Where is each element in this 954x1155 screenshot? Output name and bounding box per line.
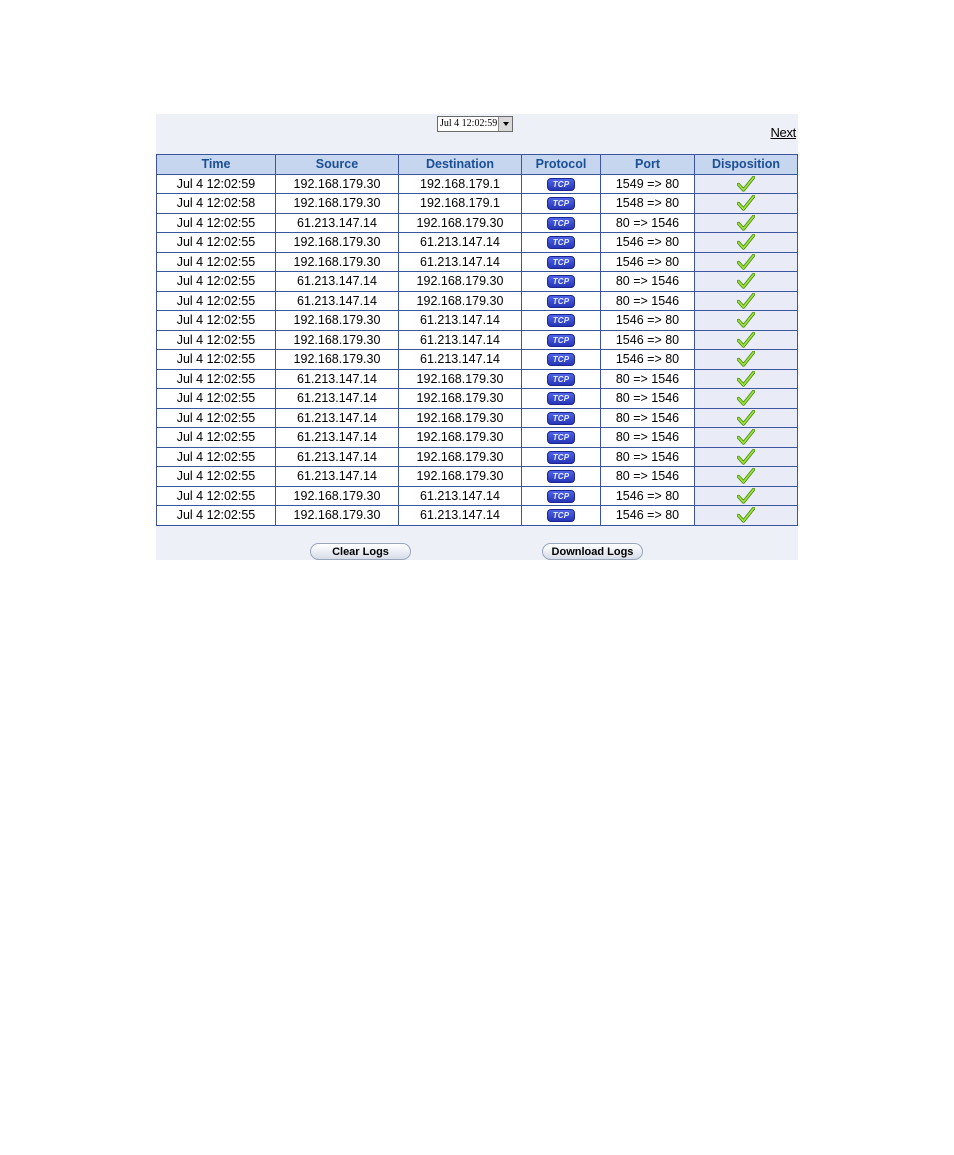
cell-disposition bbox=[695, 272, 798, 292]
tcp-badge-icon: TCP bbox=[547, 412, 575, 425]
cell-time: Jul 4 12:02:55 bbox=[157, 369, 276, 389]
table-row bbox=[157, 330, 798, 350]
cell-port: 1546 => 80 bbox=[601, 233, 695, 253]
cell-port: 80 => 1546 bbox=[601, 272, 695, 292]
cell-source: 192.168.179.30 bbox=[276, 350, 399, 370]
cell-destination: 192.168.179.30 bbox=[399, 467, 522, 487]
cell-destination: 192.168.179.30 bbox=[399, 408, 522, 428]
cell-disposition bbox=[695, 194, 798, 214]
cell-time: Jul 4 12:02:55 bbox=[157, 467, 276, 487]
cell-port: 80 => 1546 bbox=[601, 213, 695, 233]
cell-protocol bbox=[522, 330, 601, 350]
cell-time: Jul 4 12:02:55 bbox=[157, 350, 276, 370]
cell-destination: 192.168.179.30 bbox=[399, 369, 522, 389]
cell-protocol bbox=[522, 174, 601, 194]
column-header-disposition: Disposition bbox=[695, 155, 798, 175]
tcp-badge-icon: TCP bbox=[547, 334, 575, 347]
cell-port: 80 => 1546 bbox=[601, 467, 695, 487]
cell-time: Jul 4 12:02:55 bbox=[157, 447, 276, 467]
cell-protocol bbox=[522, 408, 601, 428]
tcp-badge-icon: TCP bbox=[547, 178, 575, 191]
cell-source: 192.168.179.30 bbox=[276, 330, 399, 350]
cell-protocol bbox=[522, 506, 601, 526]
table-row bbox=[157, 447, 798, 467]
cell-port: 1546 => 80 bbox=[601, 506, 695, 526]
cell-source: 61.213.147.14 bbox=[276, 291, 399, 311]
check-icon bbox=[737, 391, 755, 405]
tcp-badge-icon: TCP bbox=[547, 470, 575, 483]
cell-time: Jul 4 12:02:55 bbox=[157, 252, 276, 272]
cell-disposition bbox=[695, 486, 798, 506]
tcp-badge-icon: TCP bbox=[547, 314, 575, 327]
cell-time: Jul 4 12:02:55 bbox=[157, 506, 276, 526]
table-row bbox=[157, 506, 798, 526]
check-icon bbox=[737, 293, 755, 307]
table-row bbox=[157, 272, 798, 292]
cell-protocol bbox=[522, 291, 601, 311]
cell-protocol bbox=[522, 311, 601, 331]
cell-time: Jul 4 12:02:58 bbox=[157, 194, 276, 214]
cell-destination: 192.168.179.30 bbox=[399, 447, 522, 467]
column-header-destination: Destination bbox=[399, 155, 522, 175]
check-icon bbox=[737, 274, 755, 288]
cell-protocol bbox=[522, 213, 601, 233]
cell-disposition bbox=[695, 213, 798, 233]
cell-port: 80 => 1546 bbox=[601, 291, 695, 311]
cell-port: 1546 => 80 bbox=[601, 350, 695, 370]
column-header-protocol: Protocol bbox=[522, 155, 601, 175]
cell-destination: 192.168.179.30 bbox=[399, 272, 522, 292]
check-icon bbox=[737, 215, 755, 229]
cell-port: 80 => 1546 bbox=[601, 428, 695, 448]
check-icon bbox=[737, 332, 755, 346]
cell-destination: 61.213.147.14 bbox=[399, 233, 522, 253]
cell-time: Jul 4 12:02:55 bbox=[157, 389, 276, 409]
cell-disposition bbox=[695, 467, 798, 487]
cell-time: Jul 4 12:02:55 bbox=[157, 330, 276, 350]
check-icon bbox=[737, 371, 755, 385]
cell-protocol bbox=[522, 252, 601, 272]
cell-destination: 192.168.179.30 bbox=[399, 389, 522, 409]
column-header-source: Source bbox=[276, 155, 399, 175]
cell-disposition bbox=[695, 233, 798, 253]
cell-destination: 192.168.179.30 bbox=[399, 428, 522, 448]
table-row bbox=[157, 311, 798, 331]
cell-source: 192.168.179.30 bbox=[276, 233, 399, 253]
cell-port: 80 => 1546 bbox=[601, 408, 695, 428]
cell-source: 192.168.179.30 bbox=[276, 486, 399, 506]
cell-protocol bbox=[522, 272, 601, 292]
tcp-badge-icon: TCP bbox=[547, 295, 575, 308]
table-row bbox=[157, 350, 798, 370]
cell-time: Jul 4 12:02:59 bbox=[157, 174, 276, 194]
cell-disposition bbox=[695, 252, 798, 272]
table-row bbox=[157, 233, 798, 253]
cell-disposition bbox=[695, 428, 798, 448]
cell-port: 1549 => 80 bbox=[601, 174, 695, 194]
table-row bbox=[157, 213, 798, 233]
cell-disposition bbox=[695, 369, 798, 389]
cell-disposition bbox=[695, 506, 798, 526]
check-icon bbox=[737, 235, 755, 249]
cell-protocol bbox=[522, 389, 601, 409]
cell-source: 192.168.179.30 bbox=[276, 506, 399, 526]
dropdown-arrow-icon[interactable] bbox=[498, 117, 512, 131]
cell-protocol bbox=[522, 233, 601, 253]
cell-source: 61.213.147.14 bbox=[276, 213, 399, 233]
cell-disposition bbox=[695, 389, 798, 409]
table-row bbox=[157, 486, 798, 506]
cell-destination: 192.168.179.1 bbox=[399, 194, 522, 214]
cell-time: Jul 4 12:02:55 bbox=[157, 272, 276, 292]
cell-disposition bbox=[695, 408, 798, 428]
download-logs-button[interactable]: Download Logs bbox=[542, 543, 643, 560]
cell-time: Jul 4 12:02:55 bbox=[157, 408, 276, 428]
check-icon bbox=[737, 254, 755, 268]
cell-port: 1548 => 80 bbox=[601, 194, 695, 214]
time-select[interactable] bbox=[437, 116, 513, 132]
cell-time: Jul 4 12:02:55 bbox=[157, 213, 276, 233]
time-select-value: Jul 4 12:02:59 bbox=[440, 118, 498, 129]
cell-source: 61.213.147.14 bbox=[276, 408, 399, 428]
cell-disposition bbox=[695, 330, 798, 350]
cell-time: Jul 4 12:02:55 bbox=[157, 428, 276, 448]
cell-time: Jul 4 12:02:55 bbox=[157, 291, 276, 311]
clear-logs-button[interactable]: Clear Logs bbox=[310, 543, 411, 560]
check-icon bbox=[737, 352, 755, 366]
cell-source: 192.168.179.30 bbox=[276, 174, 399, 194]
table-row bbox=[157, 467, 798, 487]
check-icon bbox=[737, 313, 755, 327]
check-icon bbox=[737, 430, 755, 444]
cell-protocol bbox=[522, 486, 601, 506]
tcp-badge-icon: TCP bbox=[547, 256, 575, 269]
cell-port: 80 => 1546 bbox=[601, 389, 695, 409]
cell-source: 61.213.147.14 bbox=[276, 272, 399, 292]
cell-port: 80 => 1546 bbox=[601, 447, 695, 467]
tcp-badge-icon: TCP bbox=[547, 509, 575, 522]
check-icon bbox=[737, 488, 755, 502]
cell-destination: 61.213.147.14 bbox=[399, 311, 522, 331]
table-header-row bbox=[157, 155, 798, 175]
cell-destination: 61.213.147.14 bbox=[399, 506, 522, 526]
cell-port: 80 => 1546 bbox=[601, 369, 695, 389]
cell-destination: 61.213.147.14 bbox=[399, 330, 522, 350]
column-header-time: Time bbox=[157, 155, 276, 175]
cell-protocol bbox=[522, 467, 601, 487]
tcp-badge-icon: TCP bbox=[547, 490, 575, 503]
cell-source: 61.213.147.14 bbox=[276, 447, 399, 467]
cell-port: 1546 => 80 bbox=[601, 486, 695, 506]
check-icon bbox=[737, 176, 755, 190]
table-row bbox=[157, 389, 798, 409]
cell-disposition bbox=[695, 174, 798, 194]
tcp-badge-icon: TCP bbox=[547, 236, 575, 249]
cell-disposition bbox=[695, 447, 798, 467]
cell-disposition bbox=[695, 311, 798, 331]
log-table-body bbox=[157, 174, 798, 525]
cell-destination: 61.213.147.14 bbox=[399, 486, 522, 506]
cell-time: Jul 4 12:02:55 bbox=[157, 233, 276, 253]
tcp-badge-icon: TCP bbox=[547, 431, 575, 444]
cell-destination: 61.213.147.14 bbox=[399, 350, 522, 370]
cell-source: 61.213.147.14 bbox=[276, 467, 399, 487]
tcp-badge-icon: TCP bbox=[547, 353, 575, 366]
table-row bbox=[157, 369, 798, 389]
cell-protocol bbox=[522, 447, 601, 467]
cell-destination: 192.168.179.30 bbox=[399, 291, 522, 311]
cell-source: 192.168.179.30 bbox=[276, 194, 399, 214]
log-toolbar bbox=[156, 114, 798, 154]
tcp-badge-icon: TCP bbox=[547, 197, 575, 210]
table-row bbox=[157, 408, 798, 428]
log-panel bbox=[156, 114, 798, 560]
cell-destination: 192.168.179.1 bbox=[399, 174, 522, 194]
cell-source: 192.168.179.30 bbox=[276, 252, 399, 272]
cell-destination: 192.168.179.30 bbox=[399, 213, 522, 233]
cell-port: 1546 => 80 bbox=[601, 252, 695, 272]
tcp-badge-icon: TCP bbox=[547, 451, 575, 464]
cell-time: Jul 4 12:02:55 bbox=[157, 311, 276, 331]
cell-source: 61.213.147.14 bbox=[276, 389, 399, 409]
log-table bbox=[156, 154, 798, 526]
table-row bbox=[157, 291, 798, 311]
check-icon bbox=[737, 410, 755, 424]
tcp-badge-icon: TCP bbox=[547, 373, 575, 386]
cell-source: 192.168.179.30 bbox=[276, 311, 399, 331]
check-icon bbox=[737, 449, 755, 463]
cell-protocol bbox=[522, 369, 601, 389]
cell-port: 1546 => 80 bbox=[601, 330, 695, 350]
cell-protocol bbox=[522, 194, 601, 214]
tcp-badge-icon: TCP bbox=[547, 392, 575, 405]
table-row bbox=[157, 174, 798, 194]
tcp-badge-icon: TCP bbox=[547, 217, 575, 230]
next-link[interactable]: Next bbox=[770, 125, 796, 140]
cell-protocol bbox=[522, 428, 601, 448]
cell-source: 61.213.147.14 bbox=[276, 369, 399, 389]
check-icon bbox=[737, 508, 755, 522]
column-header-port: Port bbox=[601, 155, 695, 175]
cell-protocol bbox=[522, 350, 601, 370]
tcp-badge-icon: TCP bbox=[547, 275, 575, 288]
table-row bbox=[157, 252, 798, 272]
table-row bbox=[157, 428, 798, 448]
cell-destination: 61.213.147.14 bbox=[399, 252, 522, 272]
cell-disposition bbox=[695, 291, 798, 311]
cell-port: 1546 => 80 bbox=[601, 311, 695, 331]
cell-source: 61.213.147.14 bbox=[276, 428, 399, 448]
table-row bbox=[157, 194, 798, 214]
cell-time: Jul 4 12:02:55 bbox=[157, 486, 276, 506]
check-icon bbox=[737, 196, 755, 210]
check-icon bbox=[737, 469, 755, 483]
cell-disposition bbox=[695, 350, 798, 370]
